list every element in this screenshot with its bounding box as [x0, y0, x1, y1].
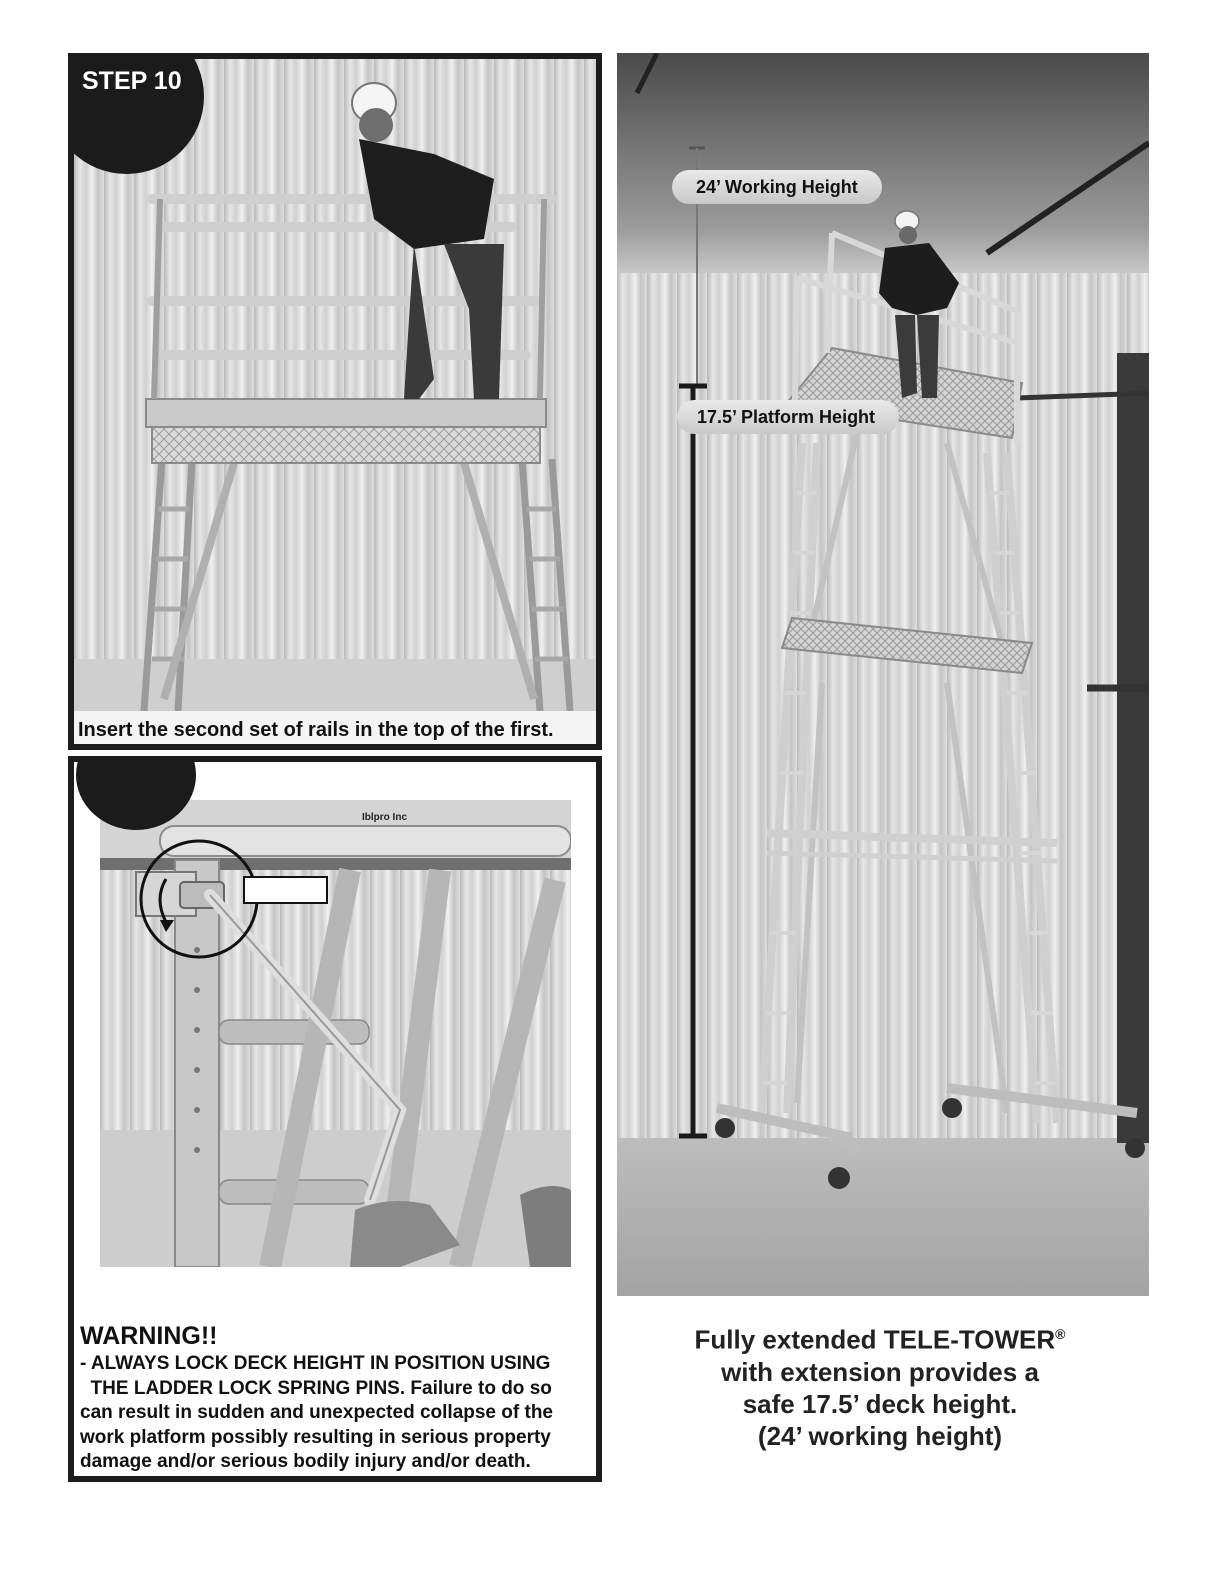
step-10-panel [68, 53, 602, 750]
step-11-panel [68, 756, 602, 1482]
tele-tower-photo [617, 53, 1149, 1296]
tower-illustration [617, 53, 1149, 1296]
warning-line: can result in sudden and unexpected collapse of the [80, 1402, 553, 1424]
callout-label-box [243, 876, 328, 904]
summary-line-1: Fully extended TELE-TOWER® [694, 1324, 1066, 1355]
step-10-badge: STEP 10 [68, 53, 204, 174]
warning-line: - ALWAYS LOCK DECK HEIGHT IN POSITION USING [80, 1353, 551, 1374]
warning-line: THE LADDER LOCK SPRING PINS. Failure to do so [80, 1377, 552, 1399]
working-height-label: 24’ Working Height [672, 170, 882, 204]
warning-line: work platform possibly resulting in serious property [80, 1426, 551, 1448]
summary-line-3: safe 17.5’ deck height. [742, 1388, 1018, 1419]
tower-summary [620, 1318, 1140, 1452]
warning-title: WARNING!! [80, 1322, 218, 1350]
warning-line: damage and/or serious bodily injury and/or death. [80, 1451, 531, 1473]
manufacturer-label: Iblpro Inc [362, 812, 407, 823]
summary-line-4: (24’ working height) [757, 1420, 1003, 1451]
platform-height-label: 17.5’ Platform Height [677, 400, 899, 434]
step-10-caption: Insert the second set of rails in the top of the first. [78, 719, 554, 741]
warning-body [80, 1352, 590, 1475]
summary-line-2: with extension provides a [721, 1356, 1039, 1387]
step-11-photo [100, 800, 571, 1267]
registered-mark: ® [1055, 1326, 1066, 1342]
